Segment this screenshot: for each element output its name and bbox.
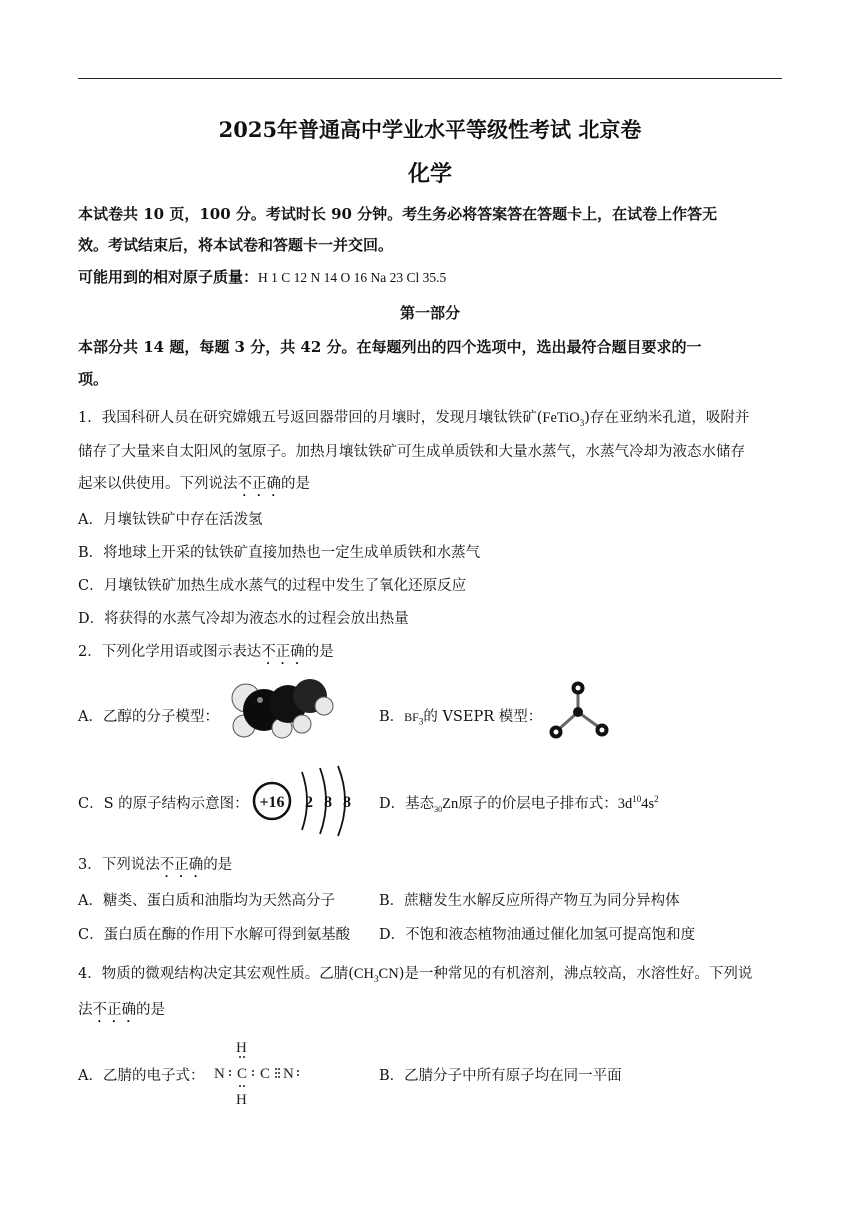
lewis-c-2: C <box>260 1066 271 1082</box>
lewis-h-left: N <box>214 1066 225 1082</box>
q4-option-a: A．乙腈的电子式： <box>78 1068 205 1084</box>
q3-stem-part: 的是 <box>203 857 233 873</box>
part1-desc-line2: 项。 <box>78 370 109 388</box>
q1-stem-part: )存在亚纳米孔道，吸附并 <box>584 410 750 426</box>
q1-stem-part: 的是 <box>281 476 310 492</box>
q2-option-d-prefix: D．基态 <box>379 796 435 812</box>
q1-stem-line3 <box>78 472 310 500</box>
atomic-mass-label: 可能用到的相对原子质量： <box>78 268 259 286</box>
q1-option-b: B．将地球上开采的钛铁矿直接加热也一定生成单质铁和水蒸气 <box>78 545 481 561</box>
q1-emphasis: 不正确 <box>237 476 281 492</box>
bf3-vsepr-image <box>544 680 612 744</box>
q4-stem-part: 的是 <box>136 1002 165 1018</box>
q4-option-b: B．乙腈分子中所有原子均在同一平面 <box>379 1068 622 1084</box>
q2-option-b-text: 的 VSEPR 模型： <box>423 709 543 725</box>
q3-option-b: B．蔗糖发生水解反应所得产物互为同分异构体 <box>379 893 680 909</box>
q2-option-d <box>379 792 659 814</box>
ethanol-model-image <box>224 676 334 740</box>
config-4s: 4s <box>641 796 655 812</box>
q2-emphasis: 不正确 <box>261 644 305 660</box>
q2-stem-part: 2．下列化学用语或图示表达 <box>78 644 262 660</box>
sulfur-nucleus-label: +16 <box>259 794 285 811</box>
subject-title: 化学 <box>407 161 452 187</box>
bf3-formula-sub: 3 <box>418 716 424 727</box>
acetonitrile-formula-sub: 3 <box>374 973 379 984</box>
q1-formula-main: FeTiO <box>542 410 580 426</box>
bf3-formula <box>404 710 424 727</box>
q3-option-c: C．蛋白质在酶的作用下水解可得到氨基酸 <box>78 927 351 943</box>
q3-option-a: A．糖类、蛋白质和油脂均为天然高分子 <box>78 893 335 909</box>
q2-option-b-prefix: B． <box>379 709 405 725</box>
acetonitrile-formula <box>354 966 399 982</box>
q4-stem-part: )是一种常见的有机溶剂，沸点较高，水溶性好。下列说 <box>398 966 753 982</box>
shell-electrons-3: 8 <box>343 794 351 811</box>
lewis-n: N <box>283 1066 294 1082</box>
instructions-line2: 效。考试结束后，将本试卷和答题卡一并交回。 <box>78 236 394 254</box>
bf3-formula-main: BF <box>404 710 419 724</box>
q2-option-c: C．S 的原子结构示意图： <box>78 796 249 812</box>
zn-symbol: Zn <box>442 796 459 812</box>
sulfur-atom-structure-image <box>250 764 366 838</box>
acetonitrile-lewis-structure-image <box>210 1036 304 1106</box>
lewis-h-bottom: H <box>236 1092 247 1106</box>
q1-option-a: A．月壤钛铁矿中存在活泼氢 <box>78 512 263 528</box>
q1-formula-sub: 3 <box>579 417 585 428</box>
q1-option-d: D．将获得的水蒸气冷却为液态水的过程会放出热量 <box>78 611 409 627</box>
q4-stem-part: 法 <box>78 1002 93 1018</box>
exam-title: 2025年普通高中学业水平等级性考试 北京卷 <box>218 117 642 142</box>
q4-stem-part: 4．物质的微观结构决定其宏观性质。乙腈( <box>78 966 354 982</box>
q1-stem-line2: 储存了大量来自太阳风的氢原子。加热月壤钛铁矿可生成单质铁和大量水蒸气，水蒸气冷却为液态水储存 <box>78 444 745 460</box>
q4-stem-line1 <box>78 962 752 984</box>
shell-electrons-1: 2 <box>305 794 313 811</box>
instructions-line1: 本试卷共 10 页，100 分。考试时长 90 分钟。考生务必将答案答在答题卡上，在试卷上作答无 <box>78 205 718 223</box>
header-rule <box>78 78 782 79</box>
q2-stem <box>78 640 334 668</box>
q3-emphasis: 不正确 <box>159 857 204 873</box>
lewis-c-1: C <box>237 1066 248 1082</box>
lewis-h-top: H <box>236 1040 247 1056</box>
config-3d-count: 10 <box>632 794 642 805</box>
q2-option-a: A．乙醇的分子模型： <box>78 709 219 725</box>
shell-electrons-2: 8 <box>324 794 332 811</box>
q1-formula <box>542 410 584 426</box>
acetonitrile-formula-cn: CN <box>378 966 399 982</box>
q1-stem-part: 起来以供使用。下列说法 <box>78 476 238 492</box>
acetonitrile-formula-ch: CH <box>353 966 375 982</box>
q2-option-b <box>379 705 542 726</box>
atomic-mass-values: H 1 C 12 N 14 O 16 Na 23 Cl 35.5 <box>258 270 447 285</box>
atomic-mass-line <box>78 264 782 291</box>
q1-stem-part: 1．我国科研人员在研究嫦娥五号返回器带回的月壤时，发现月壤钛铁矿( <box>78 410 543 426</box>
q2-stem-part: 的是 <box>304 644 334 660</box>
part1-heading: 第一部分 <box>399 304 460 322</box>
zn-atomic-number: 30 <box>434 804 443 814</box>
config-4s-count: 2 <box>654 794 659 805</box>
q3-stem-part: 3．下列说法 <box>78 857 160 873</box>
q3-stem <box>78 853 232 881</box>
zn-configuration <box>618 796 659 812</box>
q2-option-d-text: 原子的价层电子排布式： <box>458 796 618 812</box>
q3-option-d: D．不饱和液态植物油通过催化加氢可提高饱和度 <box>379 927 696 943</box>
q4-emphasis: 不正确 <box>92 1002 136 1018</box>
q1-option-c: C．月壤钛铁矿加热生成水蒸气的过程中发生了氧化还原反应 <box>78 578 467 594</box>
q4-stem-line2 <box>78 998 165 1026</box>
config-3d: 3d <box>617 796 633 812</box>
part1-desc-line1: 本部分共 14 题，每题 3 分，共 42 分。在每题列出的四个选项中，选出最符合题目要求的一 <box>78 338 702 356</box>
q1-stem-line1 <box>78 406 749 428</box>
